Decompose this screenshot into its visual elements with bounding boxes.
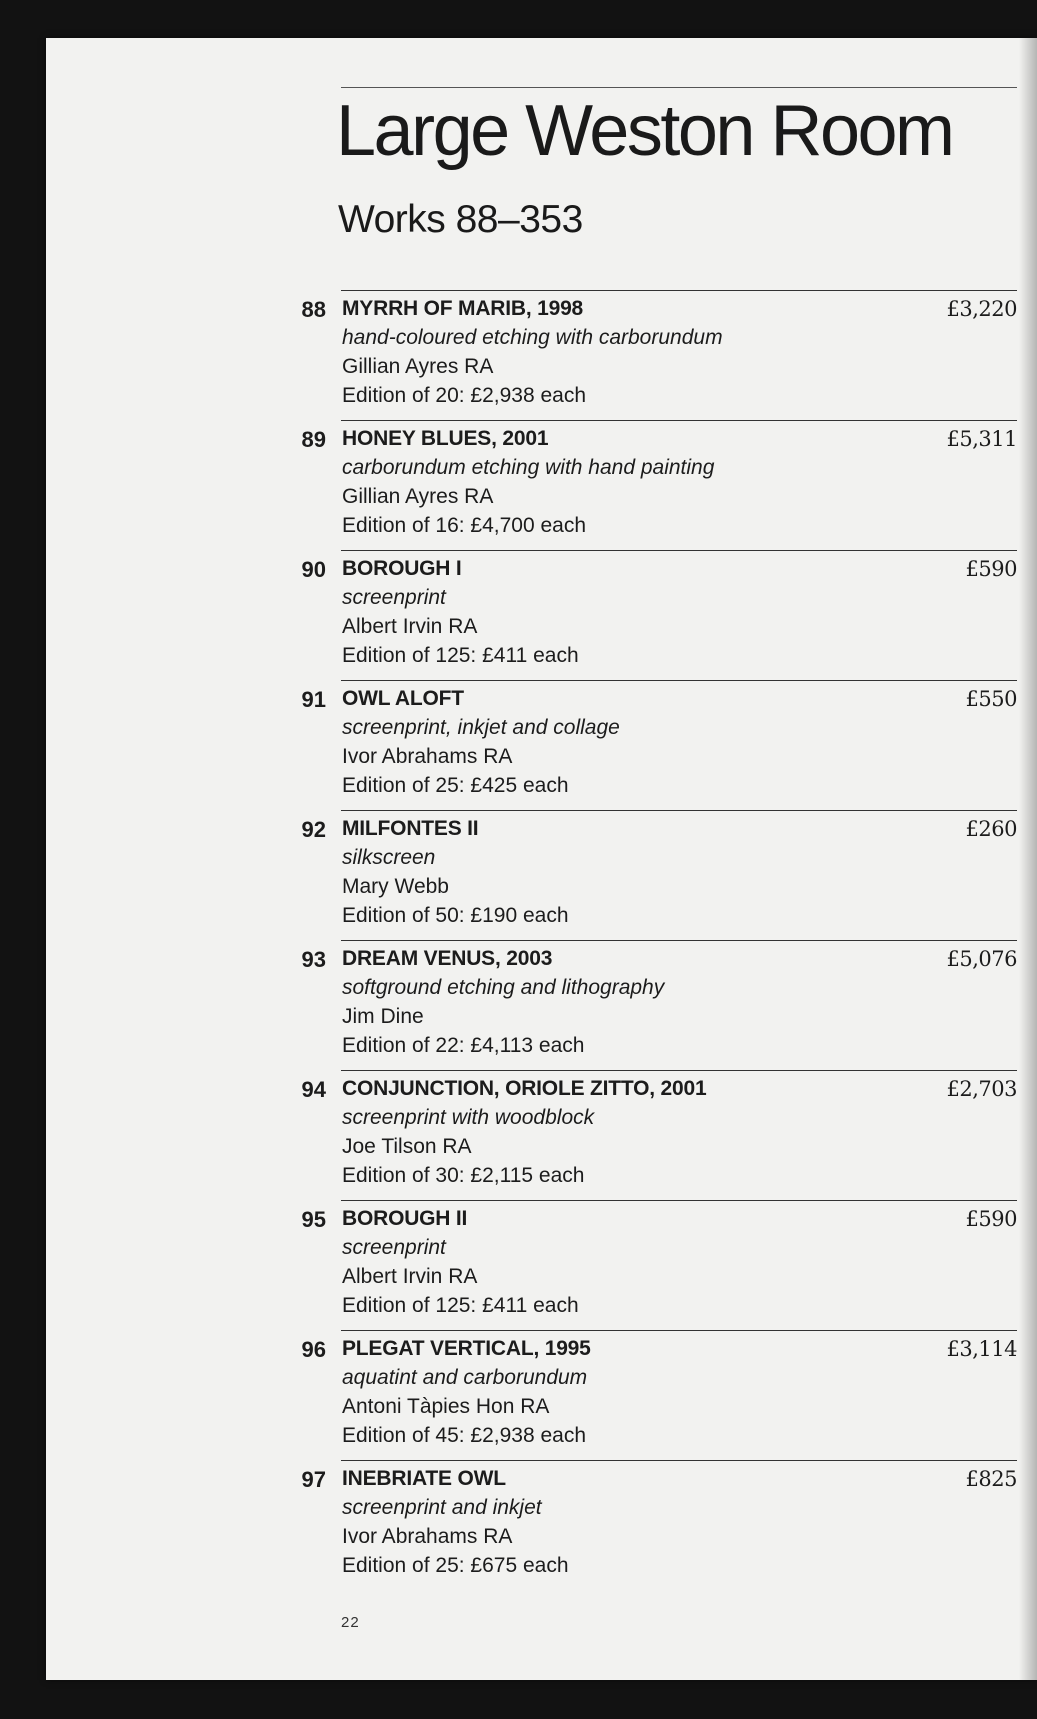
work-entry [46,420,1037,550]
work-number: 91 [301,687,326,712]
work-title: MILFONTES II [342,817,479,840]
work-price: £825 [965,1467,1017,1491]
work-price: £550 [965,687,1017,711]
work-artist: Antoni Tàpies Hon RA [342,1395,550,1418]
work-artist: Gillian Ayres RA [342,485,494,508]
entry-rule [341,1330,1017,1331]
work-artist: Mary Webb [342,875,449,898]
work-number: 92 [301,817,326,842]
work-title: OWL ALOFT [342,687,464,710]
work-edition: Edition of 50: £190 each [342,904,569,927]
work-number: 93 [301,947,326,972]
work-title: DREAM VENUS, 2003 [342,947,553,970]
work-medium: screenprint and inkjet [342,1496,542,1519]
work-title: BOROUGH II [342,1207,468,1230]
work-medium: hand-coloured etching with carborundum [342,326,723,349]
work-edition: Edition of 125: £411 each [342,644,579,667]
work-entry [46,290,1037,420]
work-edition: Edition of 25: £425 each [342,774,569,797]
work-medium: screenprint [342,1236,446,1259]
entry-rule [341,680,1017,681]
entry-rule [341,810,1017,811]
work-price: £3,114 [946,1337,1017,1361]
entry-rule [341,1200,1017,1201]
work-title: BOROUGH I [342,557,462,580]
work-price: £2,703 [946,1077,1017,1101]
work-artist: Albert Irvin RA [342,615,478,638]
work-edition: Edition of 16: £4,700 each [342,514,587,537]
work-medium: silkscreen [342,846,436,869]
works-list [46,290,1037,1590]
work-title: MYRRH OF MARIB, 1998 [342,297,584,320]
work-medium: screenprint [342,586,446,609]
entry-rule [341,1460,1017,1461]
work-price: £5,076 [946,947,1017,971]
work-entry [46,1330,1037,1460]
work-edition: Edition of 30: £2,115 each [342,1164,585,1187]
work-medium: softground etching and lithography [342,976,665,999]
work-artist: Albert Irvin RA [342,1265,478,1288]
work-number: 94 [301,1077,326,1102]
work-price: £3,220 [946,297,1017,321]
entry-rule [341,940,1017,941]
work-medium: screenprint, inkjet and collage [342,716,620,739]
work-medium: carborundum etching with hand painting [342,456,715,479]
work-number: 89 [301,427,326,452]
work-artist: Jim Dine [342,1005,424,1028]
work-number: 95 [301,1207,326,1232]
work-medium: aquatint and carborundum [342,1366,588,1389]
work-entry [46,1460,1037,1590]
catalogue-page [46,38,1037,1680]
work-title: INEBRIATE OWL [342,1467,506,1490]
page-number: 22 [341,1614,360,1631]
entry-rule [341,550,1017,551]
work-entry [46,940,1037,1070]
entry-rule [341,1070,1017,1071]
work-number: 97 [301,1467,326,1492]
room-subtitle: Works 88–353 [338,198,583,241]
work-edition: Edition of 20: £2,938 each [342,384,587,407]
work-edition: Edition of 25: £675 each [342,1554,569,1577]
work-number: 88 [301,297,326,322]
work-price: £5,311 [946,427,1017,451]
entry-rule [341,420,1017,421]
work-artist: Ivor Abrahams RA [342,745,513,768]
work-artist: Ivor Abrahams RA [342,1525,513,1548]
work-artist: Gillian Ayres RA [342,355,494,378]
work-edition: Edition of 22: £4,113 each [342,1034,585,1057]
work-title: HONEY BLUES, 2001 [342,427,549,450]
work-title: CONJUNCTION, ORIOLE ZITTO, 2001 [342,1077,707,1100]
work-artist: Joe Tilson RA [342,1135,472,1158]
work-price: £590 [965,557,1017,581]
work-price: £590 [965,1207,1017,1231]
work-entry [46,680,1037,810]
work-entry [46,550,1037,680]
work-number: 90 [301,557,326,582]
room-title: Large Weston Room [336,91,953,171]
entry-rule [341,290,1017,291]
work-edition: Edition of 45: £2,938 each [342,1424,587,1447]
work-medium: screenprint with woodblock [342,1106,595,1129]
work-entry [46,810,1037,940]
work-title: PLEGAT VERTICAL, 1995 [342,1337,591,1360]
work-number: 96 [301,1337,326,1362]
work-edition: Edition of 125: £411 each [342,1294,579,1317]
work-price: £260 [965,817,1017,841]
work-entry [46,1070,1037,1200]
work-entry [46,1200,1037,1330]
